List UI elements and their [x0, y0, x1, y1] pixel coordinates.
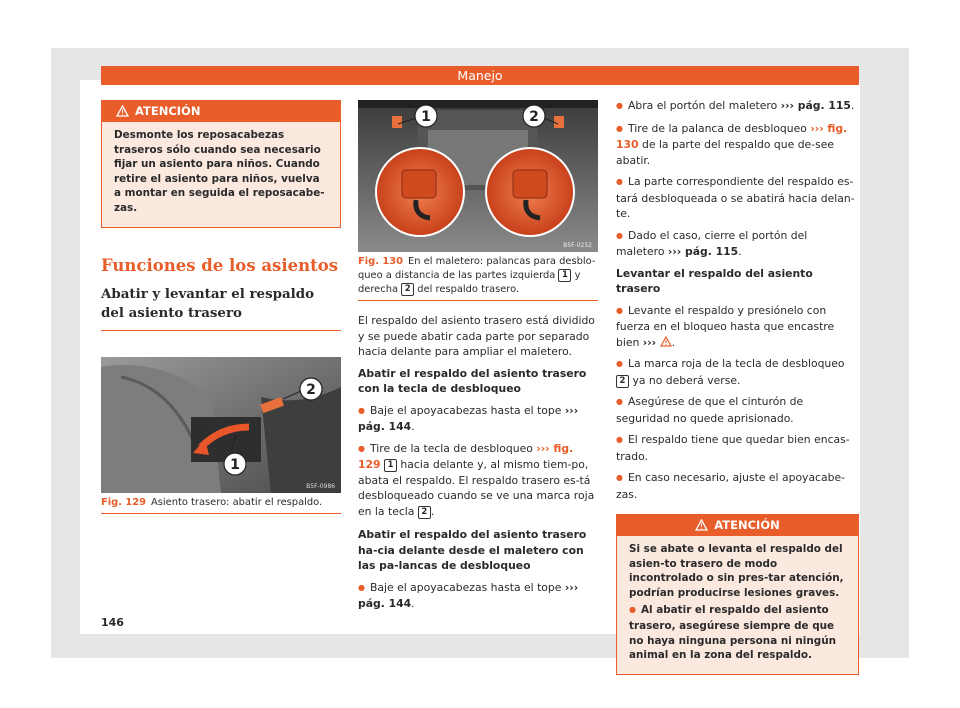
caption-text: y derecha — [358, 269, 581, 295]
list-item: ● Abra el portón del maletero ››› pág. 115. — [616, 98, 859, 115]
list-item: ● Levante el respaldo y presiónelo con fuerza en el bloqueo hasta que encastre bien ››› . — [616, 303, 859, 351]
list-item: ● Baje el apoyacabezas hasta el tope ››› pág. 144. — [358, 580, 598, 612]
page-reference[interactable]: ››› pág. 115 — [780, 99, 851, 112]
column-3 — [616, 98, 859, 675]
list-item: ● Tire de la palanca de desbloqueo ››› fig. 130 de la parte del respaldo que de-see abatir. — [616, 121, 859, 169]
warning-box — [616, 514, 859, 675]
list-item: ● Asegúrese de que el cinturón de seguridad no quede aprisionado. — [616, 394, 859, 426]
page-number: 146 — [101, 616, 124, 629]
figure-129-image — [101, 357, 341, 493]
list-item: ● Tire de la tecla de desbloqueo ››› fig. 129 1 hacia delante y, al mismo tiem-po, abata el respaldo. El respaldo trasero es-tá desbloqueado cuando se ve una marca roja en la tecla 2 . — [358, 441, 598, 520]
warning-triangle-icon — [660, 336, 672, 347]
callout-2: 2 — [529, 109, 539, 125]
callout-1: 1 — [230, 456, 240, 473]
page-reference[interactable]: ››› pág. 144 — [358, 580, 579, 611]
figure-reference[interactable]: ››› fig. 130 — [616, 121, 848, 151]
warning-paragraph: ● Al abatir el respaldo del asiento trasero, asegúrese siempre de que no haya ninguna persona ni ningún animal en la zona del respaldo. — [629, 603, 848, 662]
subheading: Abatir el respaldo del asiento trasero ha-cia delante desde el maletero con las pa-lancas de desbloqueo — [358, 528, 587, 573]
figure-130 — [358, 100, 598, 301]
warning-title: ATENCIÓN — [714, 518, 780, 532]
column-1 — [101, 100, 341, 514]
callout-1: 1 — [421, 109, 431, 125]
page-reference[interactable]: ››› pág. 115 — [667, 245, 739, 258]
figure-code: B5F-0986 — [306, 482, 335, 490]
number-badge: 2 — [418, 506, 431, 519]
intro-paragraph: El respaldo del asiento trasero está dividido y se puede abatir cada parte por separado hacia delante para ampliar el maletero. — [358, 314, 595, 359]
list-item: ● Baje el apoyacabezas hasta el tope ››› pág. 144. — [358, 403, 598, 435]
warning-box — [101, 100, 341, 228]
list-item: ● Dado el caso, cierre el portón del maletero ››› pág. 115. — [616, 228, 859, 260]
list-item: ● En caso necesario, ajuste el apoyacabe-zas. — [616, 470, 859, 502]
figure-129-caption — [101, 497, 341, 510]
figure-number: Fig. 129 — [101, 496, 147, 508]
figure-129 — [101, 357, 341, 515]
warning-paragraph: Si se abate o levanta el respaldo del asien-to trasero de modo incontrolado o sin pres-tar atención, podrían producirse lesiones graves. — [629, 543, 844, 599]
number-badge: 2 — [616, 375, 629, 388]
warning-triangle-icon — [695, 519, 708, 531]
figure-number: Fig. 130 — [358, 256, 404, 267]
warning-header — [617, 514, 858, 536]
section-title: Funciones de los asientos — [101, 255, 339, 275]
page-reference[interactable]: ››› pág. 144 — [358, 403, 579, 434]
warning-title: ATENCIÓN — [135, 104, 201, 118]
number-badge: 1 — [384, 459, 397, 472]
caption-text: En el maletero: palancas para desblo-queo a distancia de las partes izquierda — [358, 256, 596, 281]
warning-header — [102, 100, 340, 122]
subheading: Abatir el respaldo del asiento trasero con la tecla de desbloqueo — [358, 366, 587, 396]
figure-reference[interactable]: ››› fig. 129 — [358, 441, 574, 472]
warning-text — [102, 122, 340, 227]
figure-code: B5F-0252 — [563, 242, 592, 249]
subheading: Levantar el respaldo del asiento trasero — [616, 266, 813, 295]
list-item: ● El respaldo tiene que quedar bien encas-trado. — [616, 432, 859, 464]
chapter-header: Manejo — [101, 66, 859, 85]
section-subtitle: Abatir y levantar el respaldo del asiento trasero — [101, 285, 341, 331]
number-badge: 2 — [401, 283, 414, 296]
trunk-levers-illustration — [358, 100, 598, 252]
seat-unlock-illustration — [101, 357, 341, 493]
callout-2: 2 — [306, 381, 316, 398]
warning-reference[interactable]: ››› — [642, 335, 657, 349]
warning-triangle-icon — [116, 105, 129, 117]
warning-text — [617, 536, 858, 674]
warning-paragraph: Desmonte los reposacabezas traseros sólo cuando sea necesario fijar un asiento para niños. Cuando retire el asiento para niños, vuelva a montar en seguida el reposacabe-zas. — [114, 129, 325, 214]
figure-130-image — [358, 100, 598, 252]
number-badge: 1 — [558, 269, 571, 282]
list-item: ● La parte correspondiente del respaldo es-tará desbloqueada o se abatirá hacia delan-te. — [616, 174, 859, 222]
caption-text: Asiento trasero: abatir el respaldo. — [151, 496, 323, 508]
caption-text: del respaldo trasero. — [417, 283, 520, 295]
column-2 — [358, 100, 598, 618]
list-item: ● La marca roja de la tecla de desbloqueo 2 ya no deberá verse. — [616, 356, 859, 388]
figure-130-caption — [358, 256, 598, 296]
